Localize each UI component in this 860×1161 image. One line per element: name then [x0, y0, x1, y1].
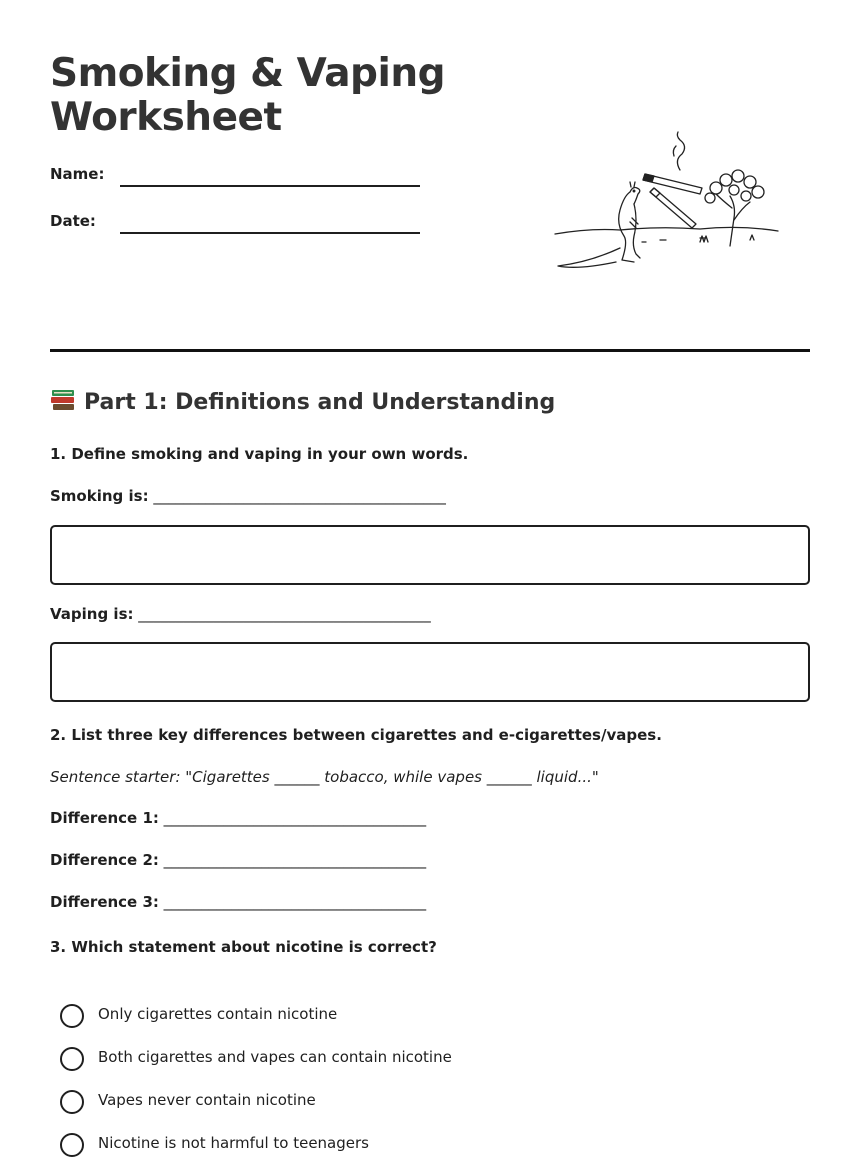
radio-option-3[interactable]: [60, 1090, 84, 1114]
title-line-1: Smoking & Vaping: [50, 51, 446, 96]
part1-heading-text: Part 1: Definitions and Understanding: [84, 390, 556, 415]
smoking-prompt: [50, 487, 446, 505]
option-1-label: Only cigarettes contain nicotine: [98, 1005, 338, 1023]
difference-2[interactable]: [50, 851, 426, 869]
kangaroo-cigarette-illustration: [550, 130, 785, 275]
date-label: Date:: [50, 212, 96, 230]
difference-3[interactable]: [50, 893, 426, 911]
part1-heading: [50, 388, 555, 415]
radio-option-4[interactable]: [60, 1133, 84, 1157]
option-3-label: Vapes never contain nicotine: [98, 1091, 316, 1109]
question-2: 2. List three key differences between cigarettes and e-cigarettes/vapes.: [50, 726, 662, 744]
vaping-blank: _______________________________________: [138, 605, 431, 623]
radio-option-2[interactable]: [60, 1047, 84, 1071]
smoking-label: Smoking is:: [50, 487, 149, 505]
option-2-label: Both cigarettes and vapes can contain nicotine: [98, 1048, 452, 1066]
vaping-prompt: [50, 605, 431, 623]
books-icon: [50, 388, 76, 412]
name-label: Name:: [50, 165, 105, 183]
date-line[interactable]: [120, 232, 420, 234]
difference-1-label: Difference 1:: [50, 809, 159, 827]
smoking-blank: _______________________________________: [153, 487, 446, 505]
question-1: 1. Define smoking and vaping in your own words.: [50, 445, 469, 463]
sentence-starter: Sentence starter: "Cigarettes ______ tobacco, while vapes ______ liquid...": [50, 768, 599, 786]
name-line[interactable]: [120, 185, 420, 187]
difference-3-label: Difference 3:: [50, 893, 159, 911]
divider: [50, 349, 810, 352]
question-3: 3. Which statement about nicotine is correct?: [50, 938, 437, 956]
radio-option-1[interactable]: [60, 1004, 84, 1028]
title-line-2: Worksheet: [50, 95, 282, 140]
difference-2-label: Difference 2:: [50, 851, 159, 869]
difference-3-blank: ___________________________________: [163, 893, 427, 911]
smoking-answer-box[interactable]: [50, 525, 810, 585]
worksheet-title: [50, 52, 445, 140]
vaping-answer-box[interactable]: [50, 642, 810, 702]
vaping-label: Vaping is:: [50, 605, 134, 623]
option-4-label: Nicotine is not harmful to teenagers: [98, 1134, 369, 1152]
difference-2-blank: ___________________________________: [163, 851, 427, 869]
difference-1[interactable]: [50, 809, 426, 827]
difference-1-blank: ___________________________________: [163, 809, 427, 827]
